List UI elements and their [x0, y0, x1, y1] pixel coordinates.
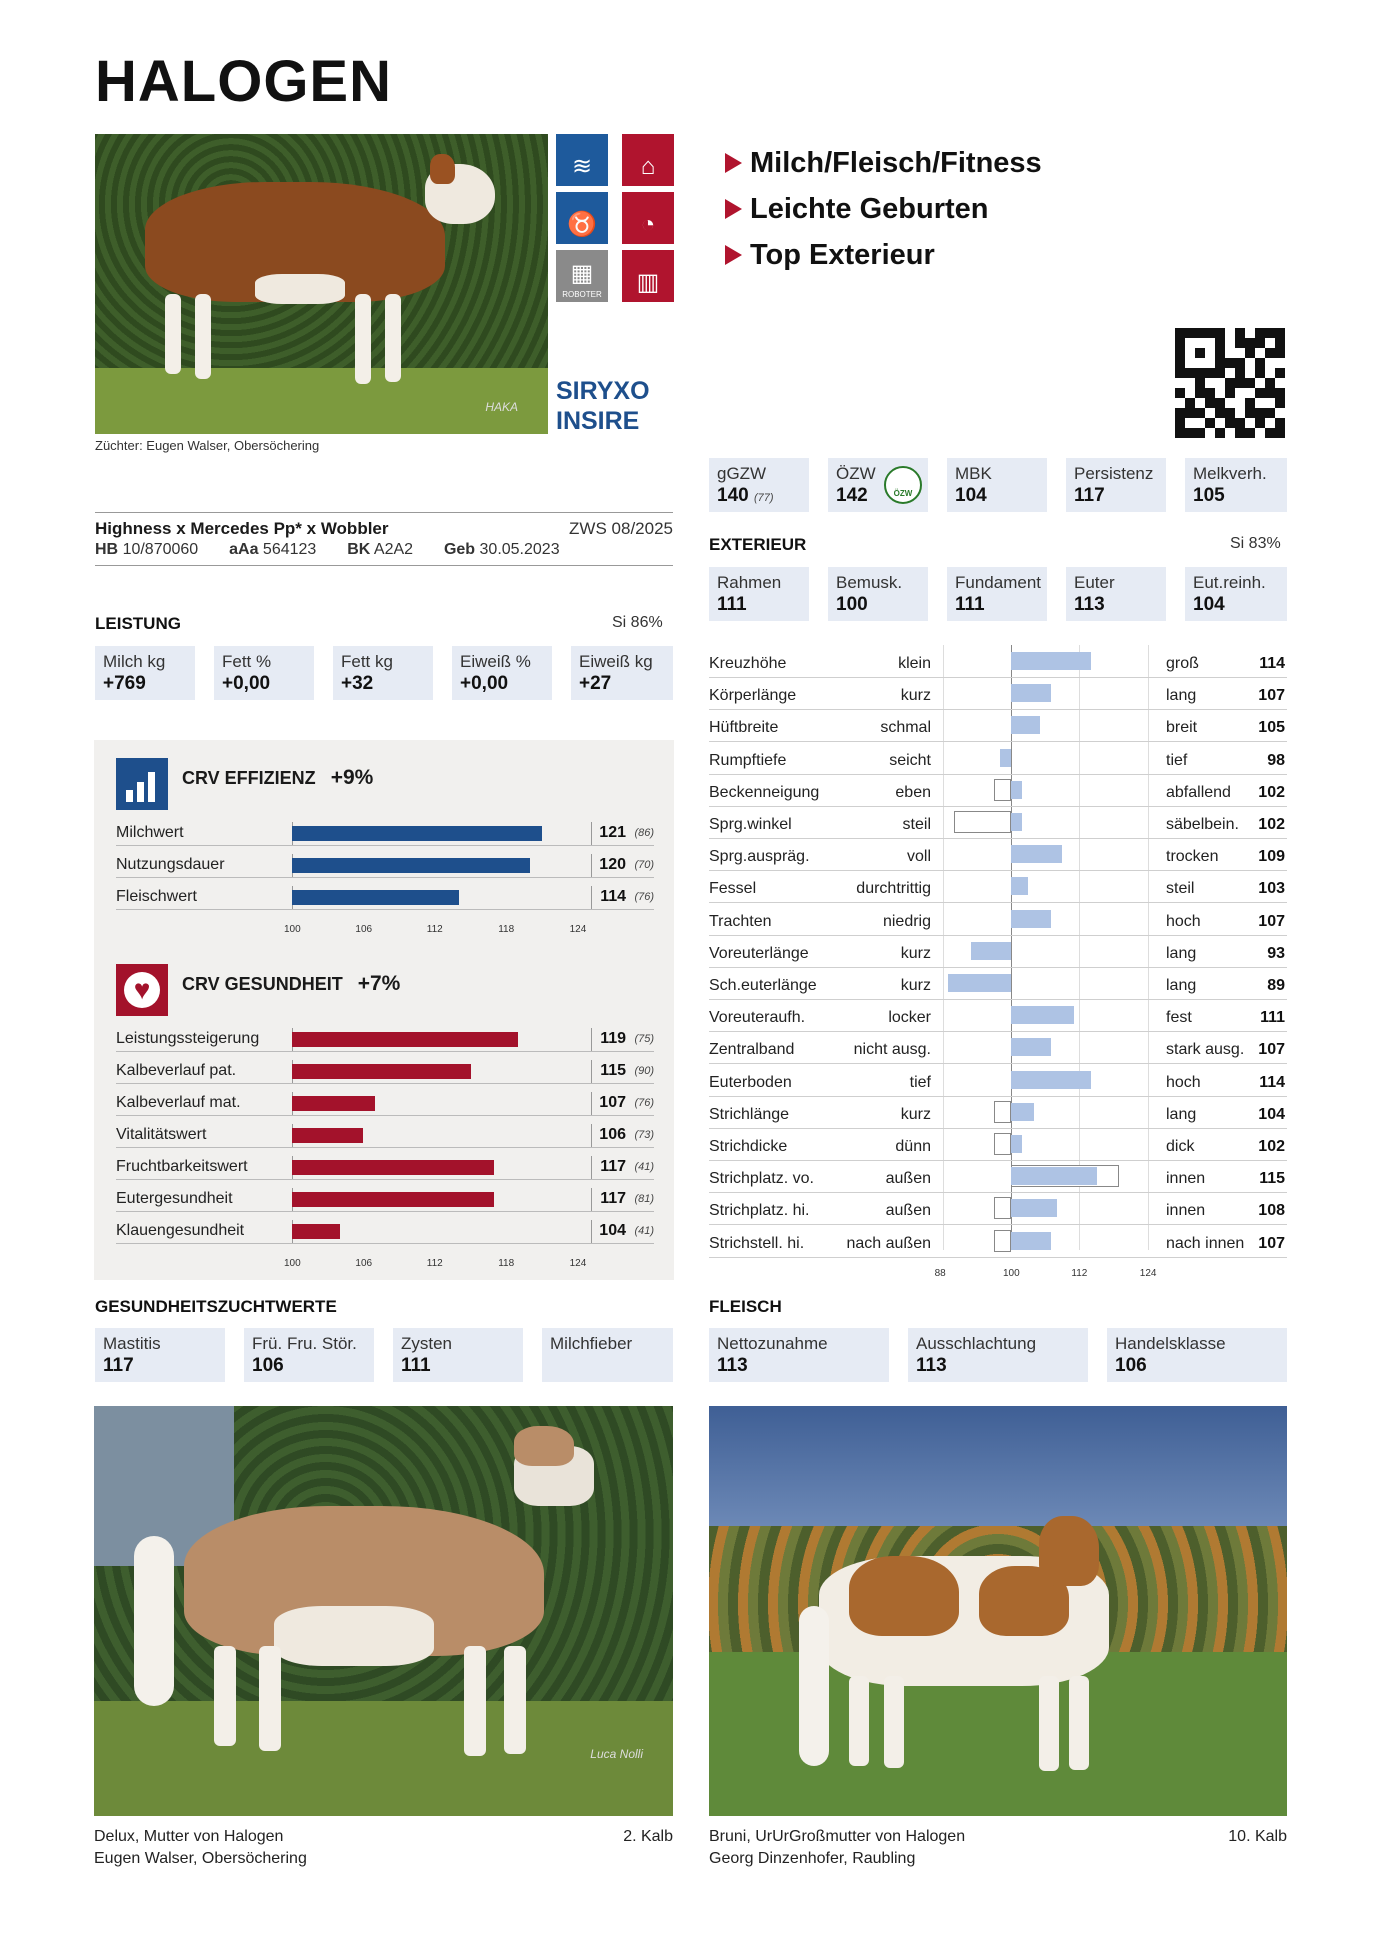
- crv-bar: [292, 1192, 494, 1207]
- ext-trait-name: Strichplatz. hi.: [709, 1202, 810, 1220]
- crv-score: 119: [600, 1030, 626, 1047]
- ext-ghost-box: [994, 1133, 1011, 1155]
- crv-row-label: Kalbeverlauf mat.: [116, 1094, 241, 1111]
- highlight-1: [725, 140, 1042, 186]
- ext-score: 105: [1258, 719, 1285, 737]
- ext-ghost-box: [994, 1230, 1011, 1252]
- ext-row: [709, 678, 1287, 710]
- ext-bar: [1011, 1167, 1097, 1185]
- ext-bar: [948, 974, 1011, 992]
- leistung-si: Si 86%: [612, 614, 663, 631]
- ext-bar: [1011, 1006, 1074, 1024]
- ext-right-term: fest: [1166, 1009, 1192, 1027]
- ext-score: 102: [1258, 1138, 1285, 1155]
- ext-row: [709, 1129, 1287, 1161]
- ext-trait-name: Sprg.winkel: [709, 816, 792, 833]
- box-milchfieber: Milchfieber: [542, 1328, 673, 1382]
- crv-axis-tick: 118: [498, 924, 515, 935]
- ext-left-term: seicht: [889, 751, 931, 769]
- ext-left-term: steil: [902, 816, 931, 833]
- ext-row: [709, 871, 1287, 903]
- crv-row-label: Klauengesundheit: [116, 1222, 245, 1239]
- ext-row: [709, 710, 1287, 742]
- ext-row: [709, 775, 1287, 807]
- box-mastitis: Mastitis 117: [95, 1328, 225, 1382]
- box-euter: Euter 113: [1066, 567, 1166, 621]
- ext-score: 107: [1258, 687, 1285, 705]
- photo-credit: Züchter: Eugen Walser, Obersöchering: [95, 438, 320, 453]
- ext-trait-name: Voreuteraufh.: [709, 1009, 806, 1027]
- crv-bar: [292, 1032, 518, 1047]
- ext-ghost-box: [954, 811, 1011, 833]
- cow-growth-icon: ♉: [556, 192, 608, 244]
- ext-right-term: lang: [1166, 944, 1197, 962]
- crv-row-label: Fruchtbarkeitswert: [116, 1158, 248, 1175]
- ext-score: 98: [1267, 751, 1285, 769]
- brand-line2: INSIRE: [556, 407, 640, 435]
- crv-row: [116, 1220, 654, 1244]
- bull-photo: [95, 134, 548, 434]
- highlight-2: [725, 186, 1042, 232]
- ext-trait-name: Strichdicke: [709, 1138, 788, 1155]
- ext-score: 102: [1258, 783, 1285, 801]
- bk-code: A2A2: [373, 541, 414, 558]
- ext-left-term: kurz: [900, 977, 931, 994]
- ext-left-term: dünn: [895, 1138, 931, 1155]
- ext-bar: [1011, 1135, 1022, 1153]
- crv-score: 117: [600, 1158, 626, 1175]
- crv-bar: [292, 1064, 471, 1079]
- ext-bar: [1011, 716, 1040, 734]
- crv-row-label: Milchwert: [116, 824, 184, 841]
- crv-bar: [292, 858, 530, 873]
- ext-axis-tick: 88: [934, 1267, 946, 1279]
- ext-right-term: hoch: [1166, 1073, 1201, 1091]
- crv-row: [116, 1060, 654, 1084]
- ext-ghost-box: [994, 1197, 1011, 1219]
- ext-bar: [1011, 877, 1028, 895]
- highlight-text: Milch/Fleisch/Fitness: [750, 146, 1042, 179]
- crv-axis-tick: 112: [426, 924, 443, 935]
- ozw-badge-icon: ÖZW: [884, 466, 922, 504]
- gzw-boxes: [95, 1328, 673, 1382]
- brand-logo: [556, 376, 650, 436]
- ext-bar: [1011, 684, 1051, 702]
- crv-row: [116, 1188, 654, 1212]
- crv-axis-tick: 118: [498, 1258, 515, 1269]
- crv-axis-tick: 106: [355, 924, 373, 935]
- ext-bar: [1011, 1103, 1034, 1121]
- ext-row: [709, 1193, 1287, 1225]
- ext-score: 107: [1258, 1234, 1285, 1252]
- effizienz-title: CRV EFFIZIENZ: [182, 768, 316, 788]
- crv-row-label: Leistungssteigerung: [116, 1030, 260, 1047]
- ext-ghost-box: [994, 779, 1011, 801]
- ext-score: 103: [1258, 880, 1285, 898]
- ext-row: [709, 1226, 1287, 1258]
- ext-bar: [1011, 1038, 1051, 1056]
- box-mbk: MBK 104: [947, 458, 1047, 512]
- triangle-icon: [725, 199, 742, 219]
- crv-bar: [292, 826, 542, 841]
- ext-left-term: klein: [898, 655, 931, 672]
- crv-score: 104: [599, 1222, 626, 1239]
- ext-row: [709, 807, 1287, 839]
- ext-trait-name: Sch.euterlänge: [709, 977, 817, 994]
- crv-bar: [292, 1096, 375, 1111]
- ext-left-term: niedrig: [882, 912, 931, 930]
- silo-icon: ▥: [622, 250, 674, 302]
- ext-bar: [1011, 781, 1022, 799]
- robot-icon: ▦ ROBOTER: [556, 250, 608, 302]
- ext-axis-tick: 100: [1003, 1267, 1020, 1279]
- photo-watermark: HAKA: [485, 400, 518, 414]
- birth-date: 30.05.2023: [479, 541, 560, 558]
- ext-trait-name: Strichlänge: [709, 1105, 790, 1123]
- robot-icon-label: ROBOTER: [562, 290, 602, 299]
- ext-left-term: außen: [885, 1170, 931, 1188]
- crv-bar: [292, 1160, 494, 1175]
- ext-left-term: tief: [909, 1073, 931, 1091]
- mother-caption: Delux, Mutter von Halogen 2. Kalb Eugen Walser, Obersöchering: [94, 1828, 673, 1867]
- crv-row-label: Kalbeverlauf pat.: [116, 1062, 237, 1079]
- ext-left-term: eben: [895, 783, 931, 801]
- box-eiweiss-kg: Eiweiß kg +27: [571, 646, 673, 700]
- highlight-3: [725, 232, 1042, 278]
- crv-row: [116, 1156, 654, 1180]
- ext-trait-name: Trachten: [709, 912, 772, 930]
- highlights: [725, 140, 1042, 278]
- ext-score: 109: [1258, 848, 1285, 866]
- fleisch-title: FLEISCH: [709, 1297, 782, 1316]
- box-eutreinh: Eut.reinh. 104: [1185, 567, 1287, 621]
- ext-bar: [1011, 845, 1062, 863]
- crv-bar: [292, 1128, 363, 1143]
- ancestor-caption: Bruni, UrUrGroßmutter von Halogen 10. Kalb Georg Dinzenhofer, Raubling: [709, 1828, 1287, 1867]
- ext-trait-name: Fessel: [709, 880, 757, 898]
- ext-left-term: kurz: [900, 944, 931, 962]
- box-milch-kg: Milch kg +769: [95, 646, 195, 700]
- box-melkverh: Melkverh. 105: [1185, 458, 1287, 512]
- crv-reliability: (76): [634, 1097, 654, 1109]
- crv-panel: [94, 740, 674, 1280]
- box-fundament: Fundament 111: [947, 567, 1047, 621]
- crv-row-label: Vitalitätswert: [116, 1126, 207, 1143]
- ext-score: 115: [1259, 1170, 1285, 1188]
- ext-bar: [971, 942, 1011, 960]
- gesundheit-icon: ♥: [116, 964, 168, 1016]
- crv-row: [116, 1092, 654, 1116]
- ext-score: 107: [1258, 912, 1285, 930]
- box-ggzw: gGZW 140 (77): [709, 458, 809, 512]
- box-frueh-fru-stoer: Frü. Fru. Stör. 106: [244, 1328, 374, 1382]
- ext-right-term: lang: [1166, 1105, 1197, 1123]
- ext-row: [709, 968, 1287, 1000]
- ext-right-term: hoch: [1166, 912, 1201, 930]
- highlight-text: Top Exterieur: [750, 238, 935, 271]
- ext-score: 107: [1258, 1041, 1285, 1059]
- crv-score: 115: [600, 1062, 626, 1079]
- ext-score: 89: [1267, 977, 1285, 994]
- brand-line1: SIRYXO: [556, 377, 650, 405]
- triangle-icon: [725, 153, 742, 173]
- ext-trait-name: Hüftbreite: [709, 719, 779, 737]
- crv-row: [116, 886, 654, 910]
- ext-right-term: stark ausg.: [1166, 1041, 1245, 1059]
- crv-axis-tick: 124: [569, 1258, 587, 1269]
- ext-score: 104: [1258, 1105, 1285, 1123]
- ext-left-term: nach außen: [846, 1234, 931, 1252]
- box-ausschlachtung: Ausschlachtung 113: [908, 1328, 1088, 1382]
- crv-row: [116, 1028, 654, 1052]
- top-value-boxes: [709, 458, 1287, 512]
- gzw-title: GESUNDHEITSZUCHTWERTE: [95, 1297, 337, 1316]
- crv-row-label: Nutzungsdauer: [116, 856, 225, 873]
- ancestor-photo: [709, 1406, 1287, 1816]
- ext-right-term: abfallend: [1166, 783, 1231, 801]
- ext-trait-name: Kreuzhöhe: [709, 655, 787, 672]
- ext-ghost-box: [994, 1101, 1011, 1123]
- ext-row: [709, 1032, 1287, 1064]
- ext-right-term: lang: [1166, 977, 1197, 994]
- fleisch-boxes: [709, 1328, 1287, 1382]
- crv-row: [116, 1124, 654, 1148]
- ext-score: 108: [1258, 1202, 1285, 1220]
- box-handelsklasse: Handelsklasse 106: [1107, 1328, 1287, 1382]
- ext-score: 114: [1259, 1073, 1285, 1091]
- crv-reliability: (81): [634, 1193, 654, 1205]
- zws-date: ZWS 08/2025: [569, 519, 673, 538]
- aaa-code: 564123: [262, 541, 317, 558]
- ext-right-term: innen: [1166, 1170, 1206, 1188]
- ext-bar: [1011, 910, 1051, 928]
- ext-trait-name: Strichstell. hi.: [709, 1234, 805, 1252]
- ancestor-calf: 10. Kalb: [1228, 1828, 1287, 1845]
- ext-right-term: tief: [1166, 751, 1188, 769]
- box-fett-pct: Fett % +0,00: [214, 646, 314, 700]
- highlight-text: Leichte Geburten: [750, 192, 989, 225]
- box-rahmen: Rahmen 111: [709, 567, 809, 621]
- ext-right-term: groß: [1166, 655, 1199, 672]
- crv-axis-tick: 112: [426, 1258, 443, 1269]
- crv-bar: [292, 1224, 340, 1239]
- box-fett-kg: Fett kg +32: [333, 646, 433, 700]
- crv-row-label: Eutergesundheit: [116, 1190, 233, 1207]
- crv-reliability: (75): [634, 1033, 654, 1045]
- ext-trait-name: Voreuterlänge: [709, 944, 809, 962]
- leistung-title: LEISTUNG: [95, 614, 181, 633]
- box-eiweiss-pct: Eiweiß % +0,00: [452, 646, 552, 700]
- crv-score: 121: [599, 824, 626, 841]
- crv-score: 106: [599, 1126, 626, 1143]
- ext-trait-name: Sprg.auspräg.: [709, 848, 810, 866]
- ext-score: 111: [1260, 1009, 1285, 1027]
- crv-axis-tick: 100: [284, 924, 301, 935]
- effizienz-pct: +9%: [330, 766, 374, 789]
- ext-bar: [1011, 813, 1022, 831]
- ext-bar: [1011, 1199, 1057, 1217]
- leistung-boxes: [95, 646, 673, 700]
- ext-left-term: kurz: [900, 1105, 931, 1123]
- crv-row: [116, 854, 654, 878]
- crv-bar: [292, 890, 459, 905]
- crv-score: 117: [600, 1190, 626, 1207]
- ext-row: [709, 839, 1287, 871]
- box-bemusk: Bemusk. 100: [828, 567, 928, 621]
- ext-row: [709, 904, 1287, 936]
- crv-axis-tick: 100: [284, 1258, 301, 1269]
- ext-left-term: nicht ausg.: [853, 1041, 931, 1059]
- ext-right-term: innen: [1166, 1202, 1206, 1220]
- ext-trait-name: Körperlänge: [709, 687, 797, 705]
- ext-row: [709, 743, 1287, 775]
- crv-axis-tick: 124: [569, 924, 587, 935]
- mother-photo: [94, 1406, 673, 1816]
- grass-icon: ≋: [556, 134, 608, 186]
- triangle-icon: [725, 245, 742, 265]
- box-zysten: Zysten 111: [393, 1328, 523, 1382]
- ext-left-term: kurz: [900, 687, 931, 705]
- barn-icon: ⌂: [622, 134, 674, 186]
- ext-bar: [1011, 652, 1091, 670]
- ext-right-term: breit: [1166, 719, 1198, 737]
- ext-left-term: voll: [906, 848, 931, 866]
- ext-left-term: locker: [888, 1009, 931, 1027]
- ext-right-term: lang: [1166, 687, 1197, 705]
- crv-row-label: Fleischwert: [116, 888, 197, 905]
- photo-watermark: Luca Nolli: [590, 1747, 643, 1761]
- pedigree: Highness x Mercedes Pp* x Wobbler ZWS 08/2025 HB 10/870060 aAa 564123 BK A2A2 Geb 30.05.2023: [95, 512, 673, 566]
- exterieur-title: EXTERIEUR: [709, 535, 807, 554]
- ext-bar: [1000, 749, 1011, 767]
- ext-score: 102: [1258, 816, 1285, 833]
- ext-row: [709, 936, 1287, 968]
- crv-reliability: (86): [634, 827, 654, 839]
- effizienz-icon: [116, 758, 168, 810]
- ext-row: [709, 646, 1287, 678]
- box-nettozunahme: Nettozunahme 113: [709, 1328, 889, 1382]
- ext-trait-name: Rumpftiefe: [709, 751, 787, 769]
- crv-reliability: (76): [634, 891, 654, 903]
- ext-right-term: nach innen: [1166, 1234, 1245, 1252]
- ext-left-term: durchtrittig: [856, 880, 931, 898]
- ext-axis-tick: 124: [1139, 1267, 1157, 1279]
- box-ozw: ÖZW 142 ÖZW: [828, 458, 928, 512]
- crv-reliability: (70): [634, 859, 654, 871]
- page-title: HALOGEN: [95, 49, 392, 114]
- gesundheit-title: CRV GESUNDHEIT: [182, 974, 343, 994]
- ext-row: [709, 1000, 1287, 1032]
- crv-reliability: (90): [634, 1065, 654, 1077]
- ext-score: 114: [1259, 655, 1285, 672]
- hb-number: 10/870060: [122, 541, 199, 558]
- box-persistenz: Persistenz 117: [1066, 458, 1166, 512]
- ext-score: 93: [1267, 944, 1285, 962]
- crv-score: 107: [599, 1094, 626, 1111]
- ext-bar: [1011, 1071, 1091, 1089]
- ext-right-term: trocken: [1166, 848, 1219, 866]
- ext-right-term: säbelbein.: [1166, 816, 1239, 833]
- ext-left-term: außen: [885, 1202, 931, 1220]
- ext-row: [709, 1065, 1287, 1097]
- exterieur-boxes: [709, 567, 1287, 621]
- ext-bar: [1011, 1232, 1051, 1250]
- crv-axis-tick: 106: [355, 1258, 373, 1269]
- crv-reliability: (41): [634, 1225, 654, 1237]
- pedigree-line: Highness x Mercedes Pp* x Wobbler: [95, 519, 389, 538]
- ext-trait-name: Euterboden: [709, 1073, 792, 1091]
- ext-trait-name: Zentralband: [709, 1041, 795, 1059]
- ext-trait-name: Strichplatz. vo.: [709, 1170, 814, 1188]
- crv-reliability: (73): [634, 1129, 654, 1141]
- gesundheit-pct: +7%: [357, 972, 401, 995]
- mother-calf: 2. Kalb: [623, 1828, 673, 1845]
- ext-row: [709, 1161, 1287, 1193]
- exterieur-si: Si 83%: [1230, 535, 1281, 552]
- crv-reliability: (41): [634, 1161, 654, 1173]
- calving-icon: ◔: [622, 192, 674, 244]
- crv-score: 120: [599, 856, 626, 873]
- ext-trait-name: Beckenneigung: [709, 783, 820, 801]
- ext-axis-tick: 112: [1071, 1267, 1088, 1279]
- ext-row: [709, 1097, 1287, 1129]
- qr-code-icon[interactable]: [1175, 328, 1285, 438]
- crv-score: 114: [600, 888, 626, 905]
- ext-left-term: schmal: [880, 719, 931, 737]
- crv-row: [116, 822, 654, 846]
- ext-right-term: steil: [1166, 880, 1195, 898]
- ext-right-term: dick: [1166, 1138, 1195, 1155]
